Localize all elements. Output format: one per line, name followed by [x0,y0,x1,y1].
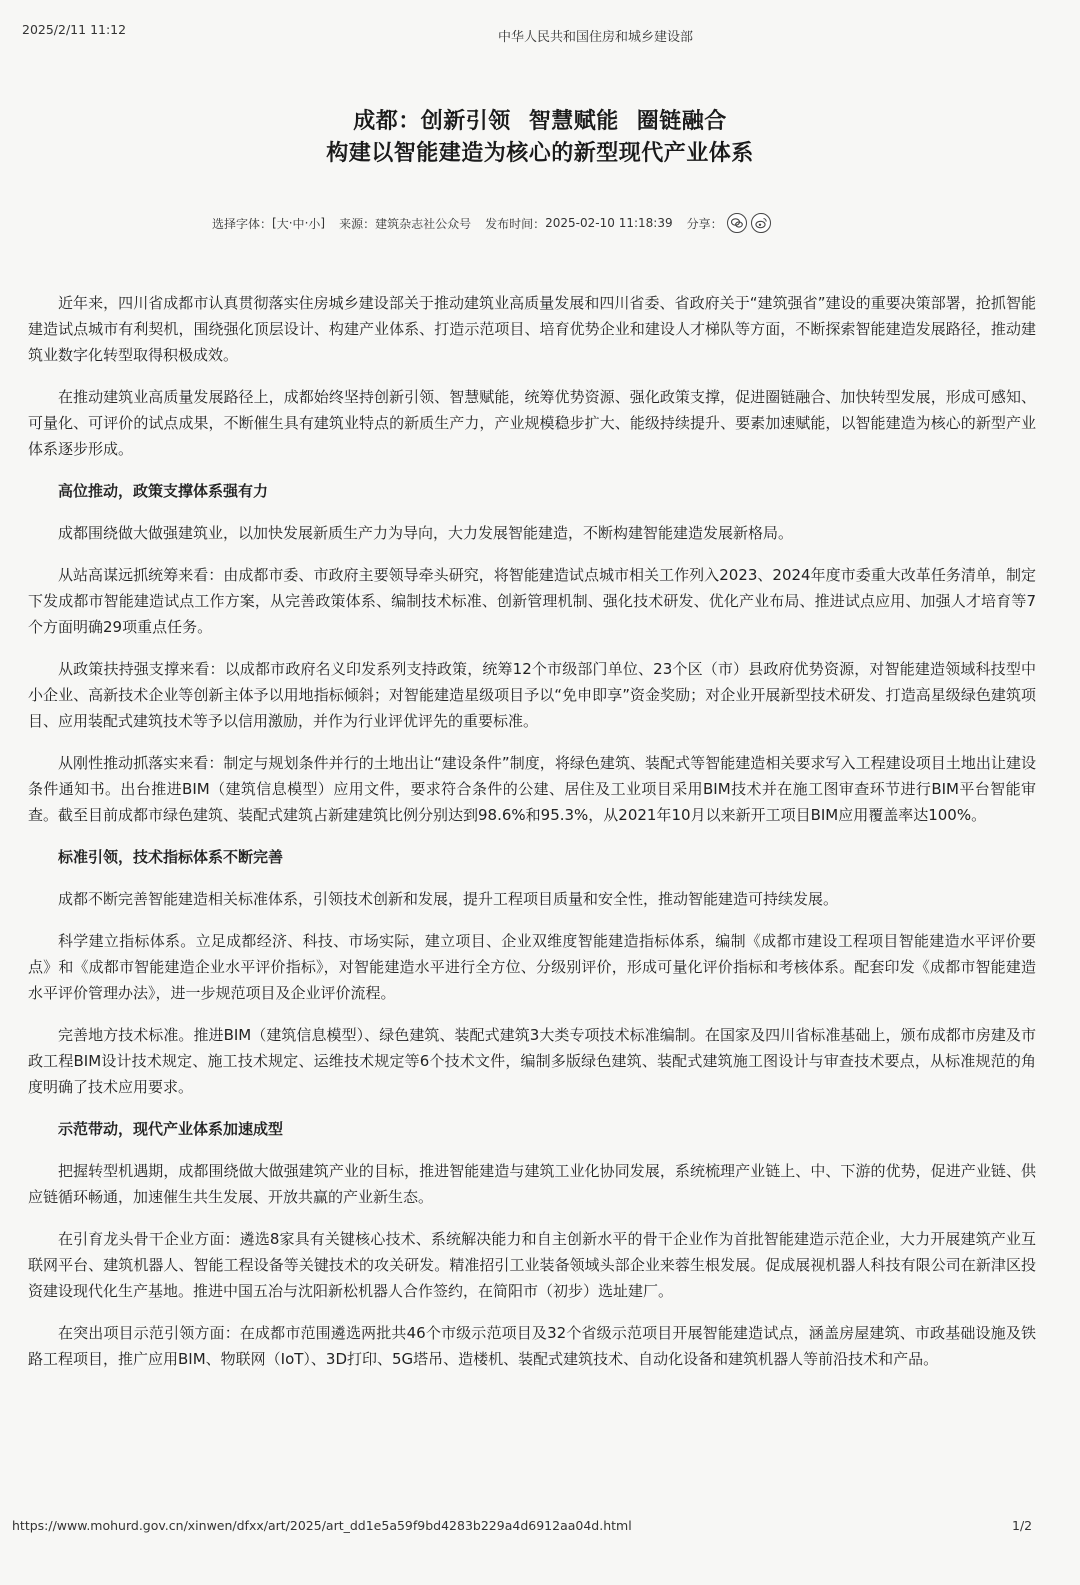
section-heading: 高位推动，政策支撑体系强有力 [58,482,269,500]
title-part-1: 成都：创新引领 [353,109,511,134]
font-size-small-link[interactable]: 小 [308,216,321,231]
share-label: 分享： [686,216,723,231]
article-title-line2: 构建以智能建造为核心的新型现代产业体系 [326,141,754,166]
paragraph: 近年来，四川省成都市认真贯彻落实住房城乡建设部关于推动建筑业高质量发展和四川省委、省政府关于“建筑强省”建设的重要决策部署，抢抓智能建造试点城市有利契机，围绕强化顶层设计、构建产业体系、打造示范项目、培育优势企业和建设人才梯队等方面，不断探索智能建造发展路径，推动建筑业数字化转型取得积极成效。 [28,294,1036,364]
section-heading: 标准引领，技术指标体系不断完善 [58,848,284,866]
source-value: 建筑杂志社公众号 [375,216,472,231]
source-label: 来源： [339,216,376,231]
weibo-icon[interactable] [751,213,771,233]
paragraph: 在推动建筑业高质量发展路径上，成都始终坚持创新引领、智慧赋能，统筹优势资源、强化政策支撑，促进圈链融合、加快转型发展，形成可感知、可量化、可评价的试点成果，不断催生具有建筑业特点的新质生产力，产业规模稳步扩大、能级持续提升、要素加速赋能，以智能建造为核心的新型产业体系逐步形成。 [28,388,1036,458]
wechat-icon[interactable] [727,213,747,233]
site-name: 中华人民共和国住房和城乡建设部 [498,30,694,45]
page-url: https://www.mohurd.gov.cn/xinwen/dfxx/art/2025/art_dd1e5a59f9bd4283b229a4d6912aa04d.html [12,1518,632,1533]
print-datetime: 2025/2/11 11:12 [22,22,127,37]
paragraph: 把握转型机遇期，成都围绕做大做强建筑产业的目标，推进智能建造与建筑工业化协同发展，系统梳理产业链上、中、下游的优势，促进产业链、供应链循环畅通，加速催生共生发展、开放共赢的产业新生态。 [28,1162,1036,1206]
paragraph: 在引育龙头骨干企业方面：遴选8家具有关键核心技术、系统解决能力和自主创新水平的骨干企业作为首批智能建造示范企业，大力开展建筑产业互联网平台、建筑机器人、智能工程设备等关键技术的攻关研发。精准招引工业装备领域头部企业来蓉生根发展。促成展视机器人科技有限公司在新津区投资建设现代化生产基地。推进中国五冶与沈阳新松机器人合作签约，在简阳市（初步）选址建厂。 [28,1230,1036,1300]
published-value: 2025-02-10 11:18:39 [545,216,673,230]
paragraph: 完善地方技术标准。推进BIM（建筑信息模型）、绿色建筑、装配式建筑3大类专项技术标准编制。在国家及四川省标准基础上，颁布成都市房建及市政工程BIM设计技术规定、施工技术规定、运维技术规定等6个技术文件，编制多版绿色建筑、装配式建筑施工图设计与审查技术要点，从标准规范的角度明确了技术应用要求。 [28,1026,1036,1096]
article-meta [212,213,771,233]
title-part-2: 智慧赋能 [528,109,619,134]
paragraph: 从站高谋远抓统筹来看：由成都市委、市政府主要领导牵头研究，将智能建造试点城市相关工作列入2023、2024年度市委重大改革任务清单，制定下发成都市智能建造试点工作方案，从完善政策体系、编制技术标准、创新管理机制、强化技术研发、优化产业布局、推进试点应用、加强人才培育等7个方面明确29项重点任务。 [28,566,1036,636]
article-title-line1 [0,104,1080,135]
page-number: 1/2 [1012,1518,1033,1533]
paragraph: 成都不断完善智能建造相关标准体系，引领技术创新和发展，提升工程项目质量和安全性，推动智能建造可持续发展。 [58,890,839,908]
title-part-3: 圈链融合 [636,109,727,134]
paragraph: 科学建立指标体系。立足成都经济、科技、市场实际，建立项目、企业双维度智能建造指标体系，编制《成都市建设工程项目智能建造水平评价要点》和《成都市智能建造企业水平评价指标》，对智能建造水平进行全方位、分级别评价，形成可量化评价指标和考核体系。配套印发《成都市智能建造水平评价管理办法》，进一步规范项目及企业评价流程。 [28,932,1036,1002]
paragraph: 成都围绕做大做强建筑业，以加快发展新质生产力为导向，大力发展智能建造，不断构建智能建造发展新格局。 [58,524,794,542]
article-body [28,290,1036,1388]
font-size-dot: · [304,216,309,230]
font-size-bracket-close: ] [320,216,326,230]
paragraph: 从政策扶持强支撑来看：以成都市政府名义印发系列支持政策，统筹12个市级部门单位、23个区（市）县政府优势资源，对智能建造领域科技型中小企业、高新技术企业等创新主体予以用地指标倾斜；对智能建造星级项目予以“免申即享”资金奖励；对企业开展新型技术研发、打造高星级绿色建筑项目、应用装配式建筑技术等予以信用激励，并作为行业评优评先的重要标准。 [28,660,1036,730]
font-size-dot: · [288,216,293,230]
font-size-bracket-open: [ [272,216,277,230]
paragraph: 从刚性推动抓落实来看：制定与规划条件并行的土地出让“建设条件”制度，将绿色建筑、装配式等智能建造相关要求写入工程建设项目土地出让建设条件通知书。出台推进BIM（建筑信息模型）应用文件，要求符合条件的公建、居住及工业项目采用BIM技术并在施工图审查环节进行BIM平台智能审查。截至目前成都市绿色建筑、装配式建筑占新建建筑比例分别达到98.6%和95.3%，从2021年10月以来新开工项目BIM应用覆盖率达100%。 [28,754,1036,824]
font-size-label: 选择字体： [212,216,273,231]
font-size-large-link[interactable]: 大 [276,216,289,231]
font-size-medium-link[interactable]: 中 [292,216,305,231]
section-heading: 示范带动，现代产业体系加速成型 [58,1120,284,1138]
paragraph: 在突出项目示范引领方面：在成都市范围遴选两批共46个市级示范项目及32个省级示范项目开展智能建造试点，涵盖房屋建筑、市政基础设施及铁路工程项目，推广应用BIM、物联网（IoT）、3D打印、5G塔吊、造楼机、装配式建筑技术、自动化设备和建筑机器人等前沿技术和产品。 [28,1324,1036,1368]
published-label: 发布时间： [485,216,546,231]
